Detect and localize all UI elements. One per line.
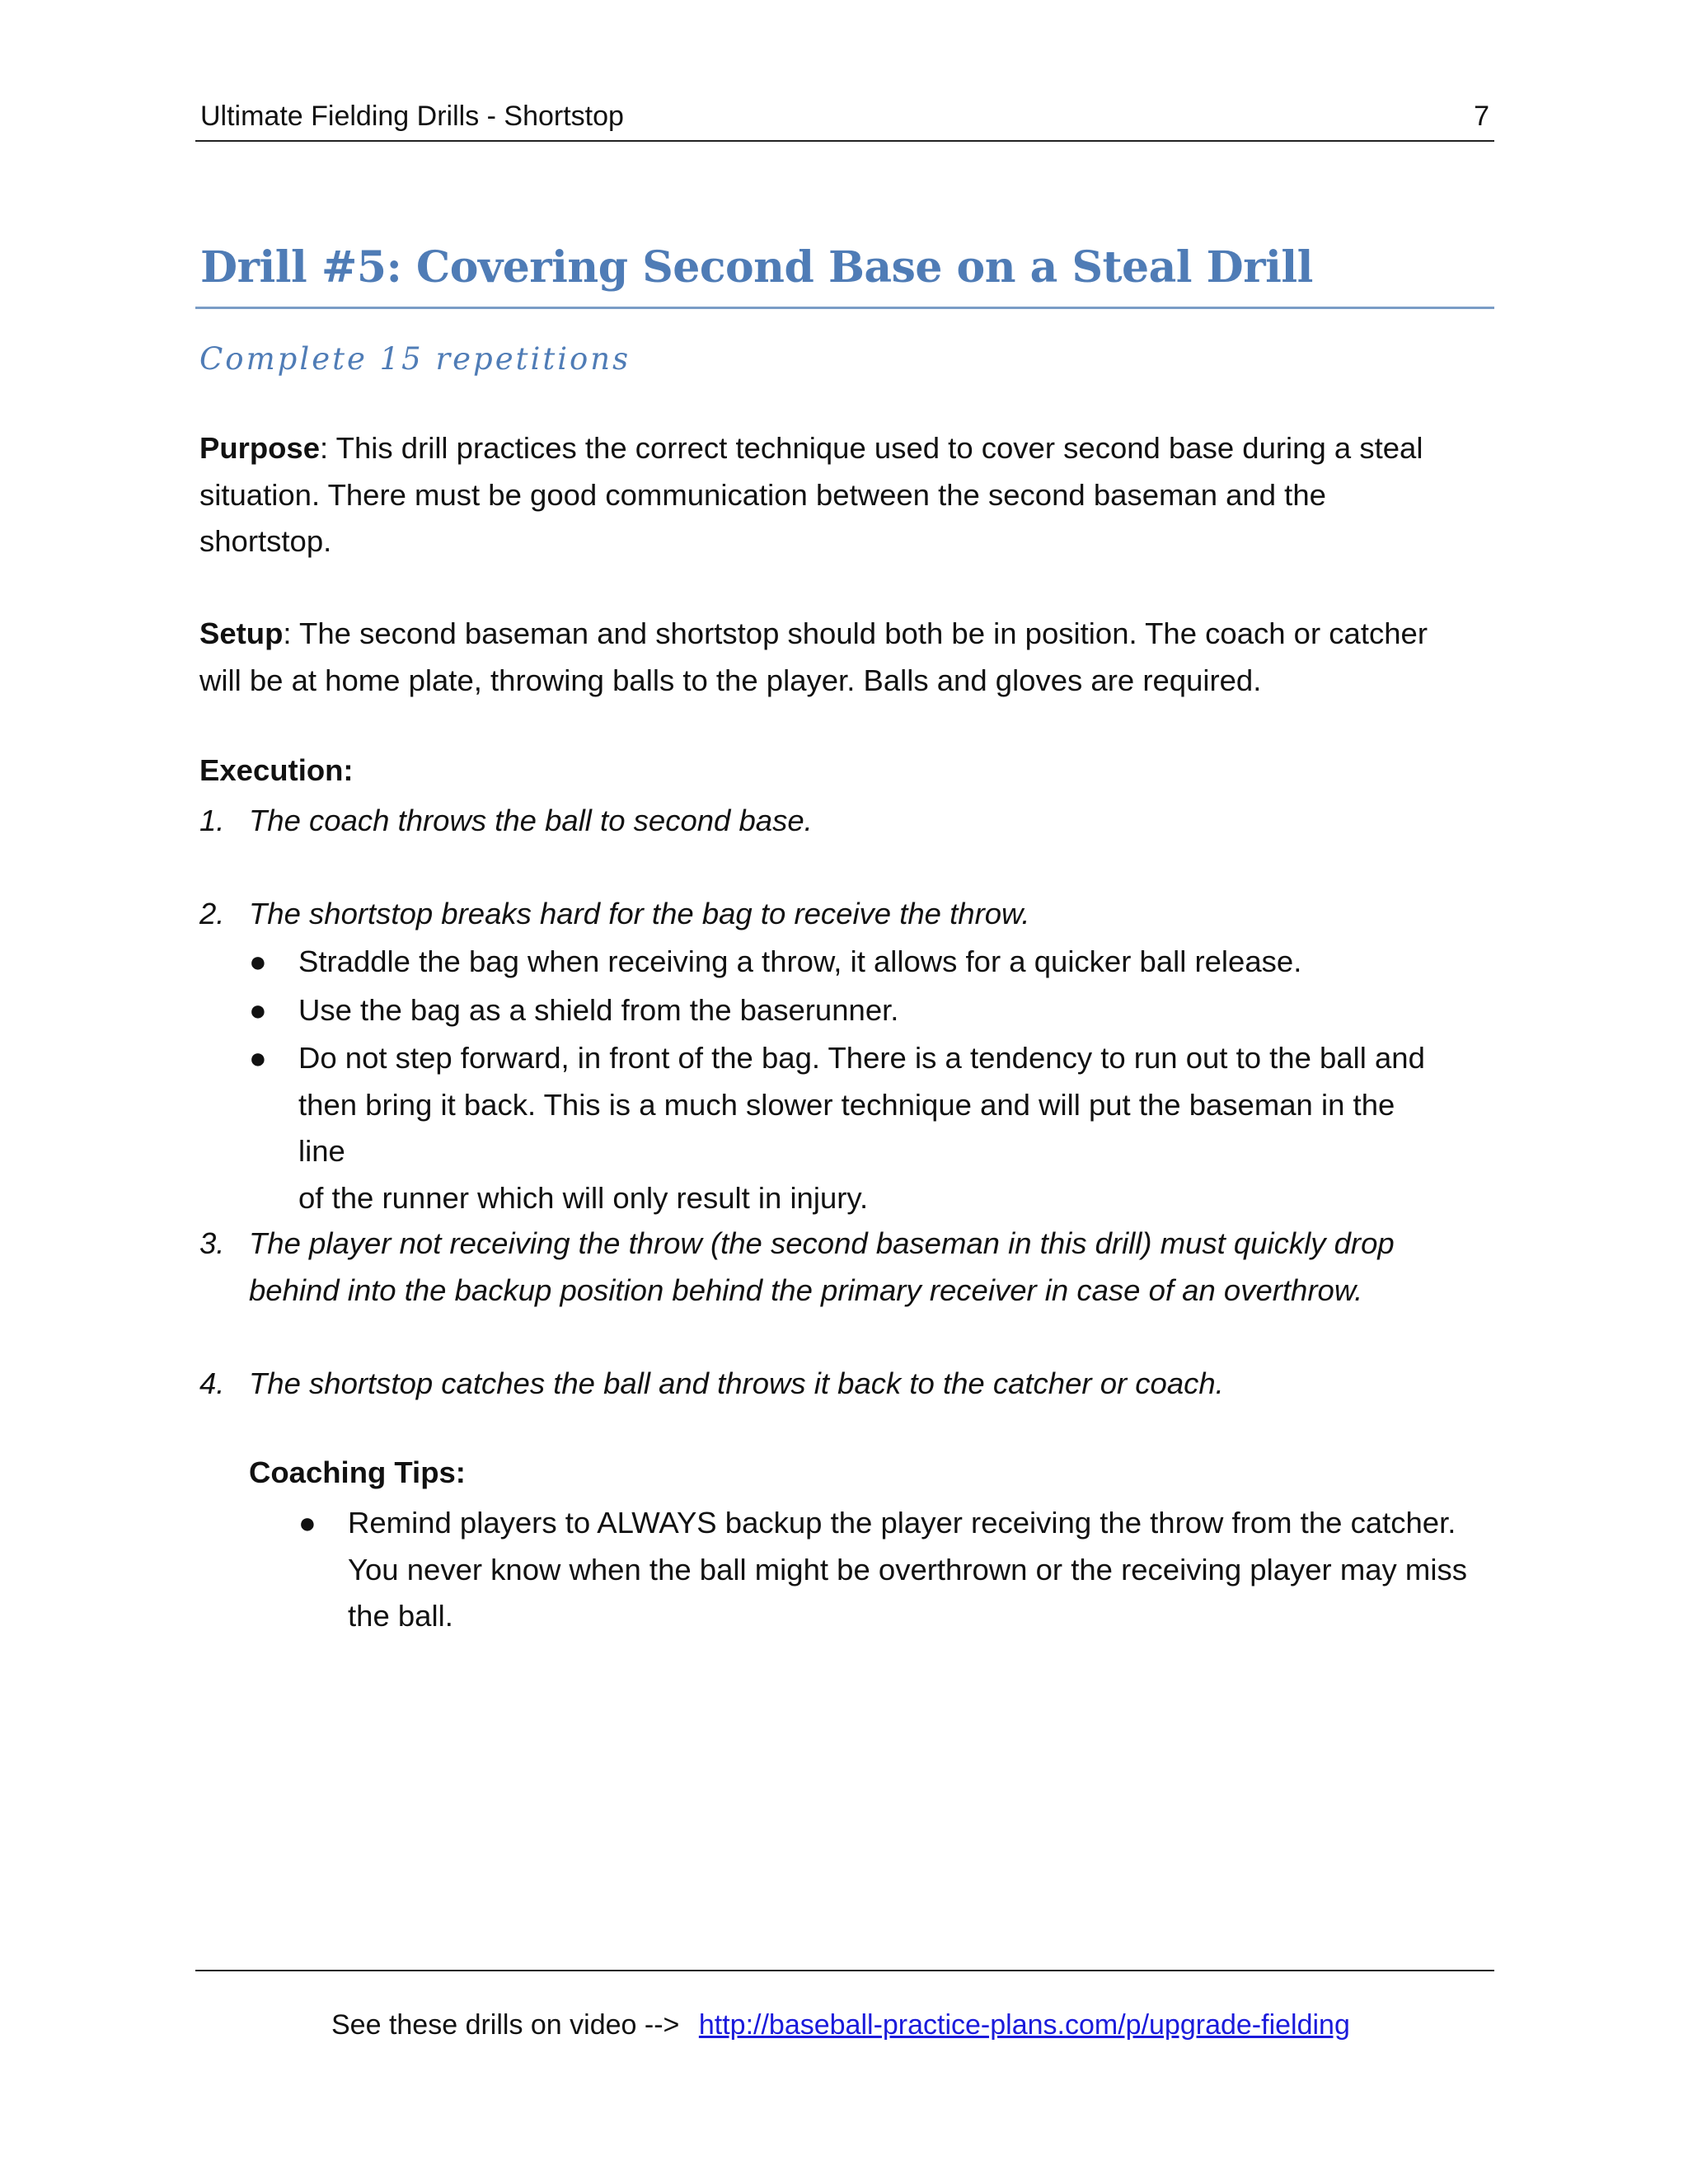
page-number: 7 [1474,101,1489,132]
bullet-text: Remind players to ALWAYS backup the player receiving the throw from the catcher. You never know when the ball might be overthrown or the receiving player may miss the ball. [348,1506,1467,1633]
setup-paragraph [199,611,1485,704]
execution-label: Execution: [199,753,354,787]
coaching-tips-label: Coaching Tips: [249,1455,466,1489]
bullet-text: Use the bag as a shield from the baserunner. [298,993,899,1027]
footer-divider [195,1970,1494,1971]
purpose-line-1: Purpose: This drill practices the correct technique used to cover second base during a steal [199,431,1423,465]
step-text: The coach throws the ball to second base. [249,804,813,837]
step-number: 2. [199,897,225,930]
step-text: The player not receiving the throw (the second baseman in this drill) must quickly drop behind into the backup position behind the primary receiver in case of an overthrow. [249,1226,1395,1307]
page-header [195,97,1494,142]
purpose-line-3: shortstop. [199,524,332,558]
page-footer [331,2009,1350,2041]
setup-label: Setup [199,616,284,650]
purpose-label: Purpose [199,431,321,465]
footer-text: See these drills on video --> [331,2009,680,2041]
step-text: The shortstop breaks hard for the bag to receive the throw. [249,897,1030,930]
step-number: 1. [199,804,225,837]
drill-title: Drill #5: Covering Second Base on a Steal Drill [200,242,1313,293]
bullet-icon: ● [249,1041,267,1075]
bullet-icon: ● [249,944,267,978]
drill-heading [195,239,1494,309]
step-text: The shortstop catches the ball and throws it back to the catcher or coach. [249,1366,1224,1400]
purpose-line-2: situation. There must be good communication between the second baseman and the [199,477,1326,512]
step-number: 4. [199,1366,225,1400]
drill-subtitle: Complete 15 repetitions [199,341,631,377]
bullet-text: Straddle the bag when receiving a throw, it allows for a quicker ball release. [298,944,1302,978]
footer-video-link[interactable]: http://baseball-practice-plans.com/p/upgrade-fielding [698,2009,1350,2041]
header-title: Ultimate Fielding Drills - Shortstop [200,101,624,132]
purpose-paragraph [199,425,1485,565]
bullet-icon: ● [298,1506,316,1540]
step-number: 3. [199,1226,225,1260]
setup-line-2: will be at home plate, throwing balls to the player. Balls and gloves are required. [199,663,1262,697]
bullet-icon: ● [249,993,267,1027]
bullet-text: Do not step forward, in front of the bag. There is a tendency to run out to the ball and then bring it back. This is a much slower technique and will put the baseman in the line of the runner which will only result in injury. [298,1041,1425,1215]
setup-line-1: Setup: The second baseman and shortstop should both be in position. The coach or catcher [199,616,1428,650]
